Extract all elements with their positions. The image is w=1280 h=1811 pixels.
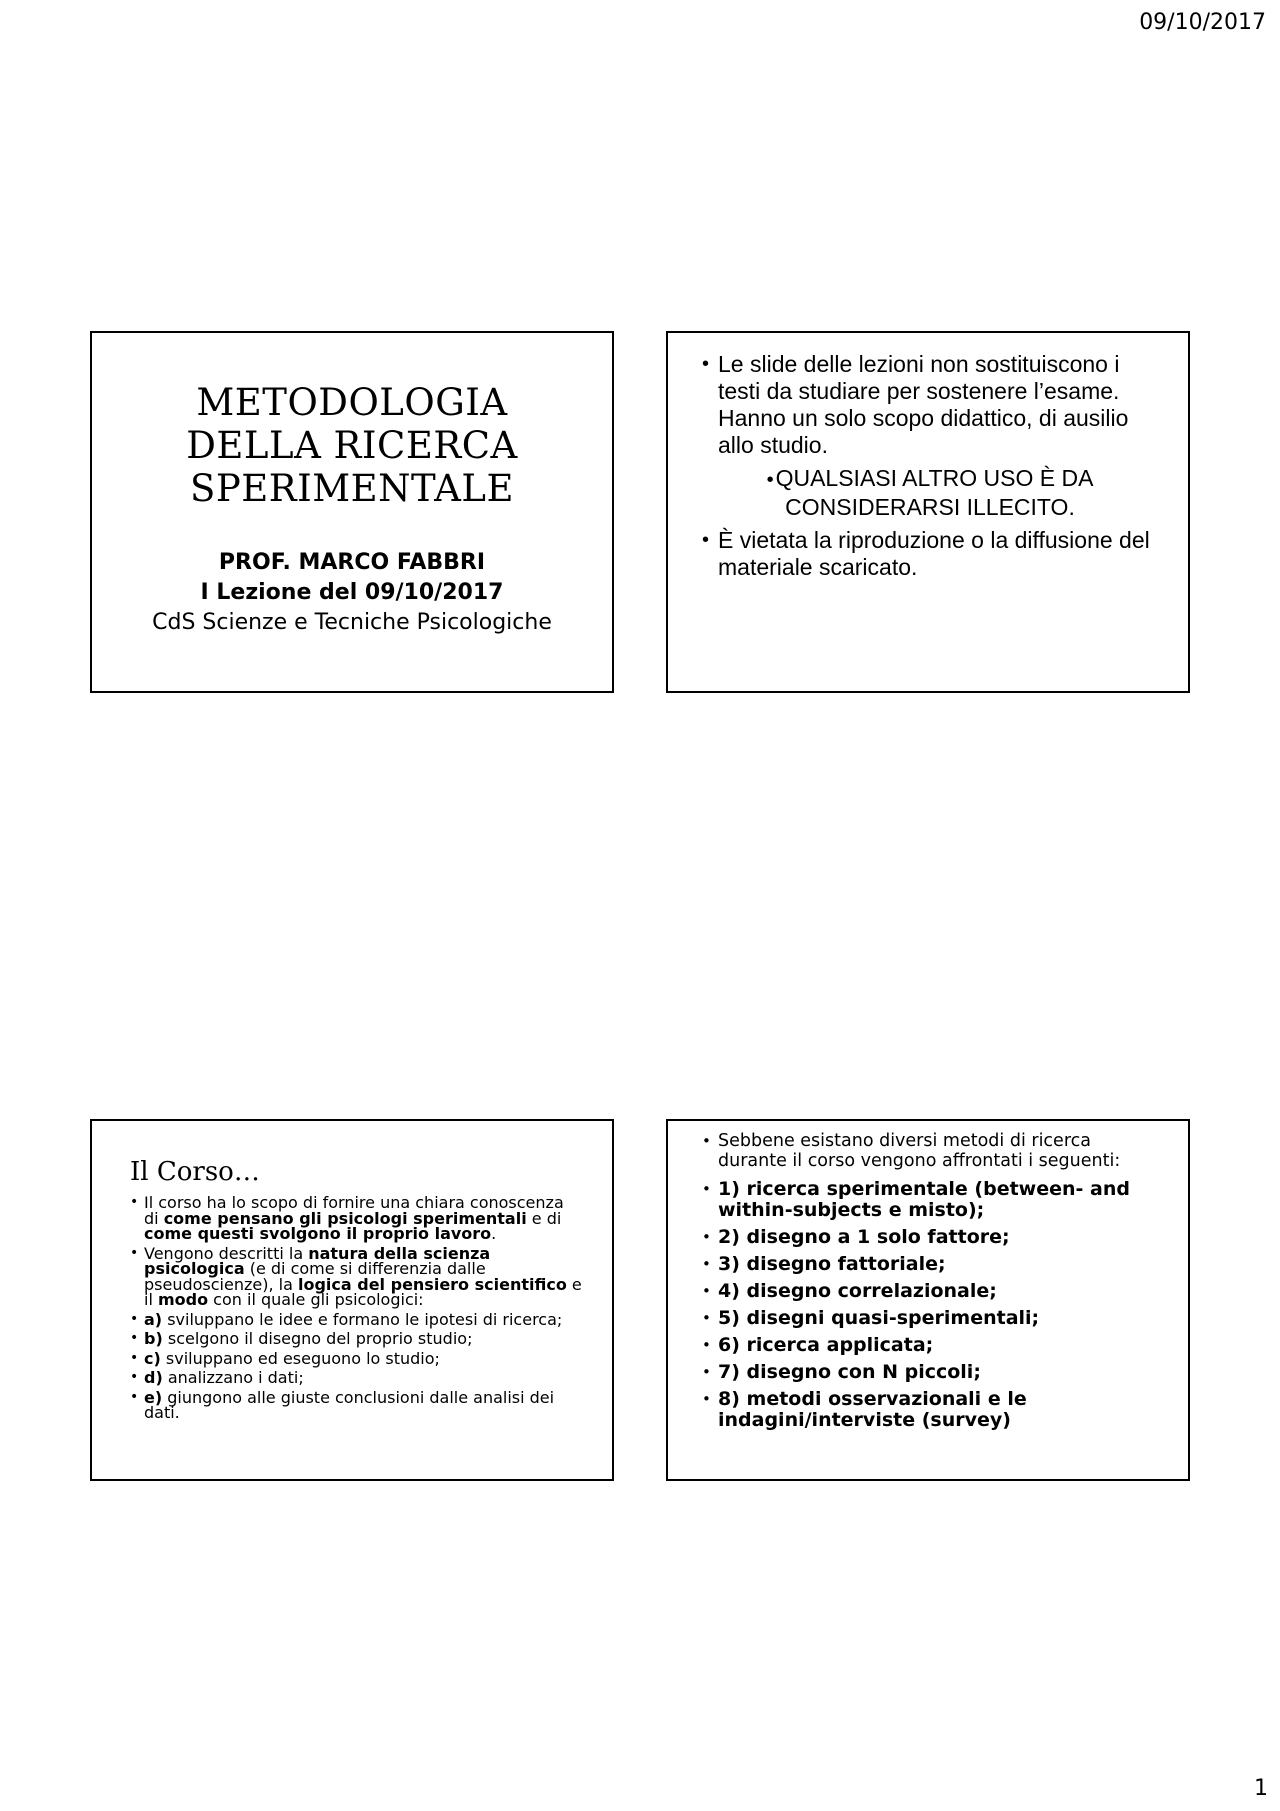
slide-course-title: Il Corso… bbox=[130, 1157, 260, 1187]
list-text: analizzano i dati; bbox=[162, 1368, 304, 1387]
disclaimer-item: • Le slide delle lezioni non sostituiscono i testi da studiare per sostenere l’esame. Hanno un solo scopo didattico, di ausilio allo studio. bbox=[702, 351, 1168, 459]
course-name: CdS Scienze e Tecniche Psicologiche bbox=[152, 610, 552, 635]
bold-span: logica del pensiero scientifico bbox=[297, 1274, 567, 1294]
list-letter: c) bbox=[144, 1348, 161, 1368]
slide-disclaimer bbox=[666, 331, 1190, 693]
title-line-2: DELLA RICERCA bbox=[186, 424, 518, 467]
course-list-item bbox=[130, 1331, 582, 1347]
method-item: • 1) ricerca sperimentale (between- and within-subjects e misto); bbox=[702, 1179, 1168, 1221]
title-line-1: METODOLOGIA bbox=[196, 381, 508, 424]
course-paragraph bbox=[130, 1195, 582, 1242]
method-item: • 8) metodi osservazionali e le indagini/interviste (survey) bbox=[702, 1389, 1168, 1431]
slide-methods bbox=[666, 1119, 1190, 1481]
method-item: • 7) disegno con N piccoli; bbox=[702, 1362, 1168, 1383]
slide-title bbox=[90, 331, 614, 693]
text-span: Il corso ha lo scopo di fornire una chiara conoscenza di bbox=[144, 1193, 564, 1228]
text-span: e il bbox=[144, 1274, 582, 1309]
methods-list bbox=[668, 1179, 1188, 1431]
list-text: scelgono il disegno del proprio studio; bbox=[162, 1329, 473, 1348]
text-span: . bbox=[491, 1224, 497, 1243]
list-letter: b) bbox=[144, 1329, 163, 1348]
text-span: e di bbox=[526, 1208, 562, 1228]
text-span: (e di come si differenzia dalle pseudoscienze), la bbox=[144, 1259, 486, 1294]
bullet-icon: • bbox=[766, 469, 774, 491]
course-list-item bbox=[130, 1370, 582, 1386]
slide-title-heading bbox=[92, 381, 612, 510]
list-letter: e) bbox=[144, 1387, 163, 1407]
text-span: con il quale gli psicologici: bbox=[208, 1290, 424, 1309]
method-item: • 4) disegno correlazionale; bbox=[702, 1281, 1168, 1302]
disclaimer-item: • È vietata la riproduzione o la diffusione del materiale scaricato. bbox=[702, 527, 1168, 581]
disclaimer-warning bbox=[702, 465, 1168, 521]
bold-span: natura della scienza psicologica bbox=[144, 1243, 491, 1278]
header-date: 09/10/2017 bbox=[1139, 10, 1266, 35]
list-letter: a) bbox=[144, 1309, 163, 1329]
method-item: • 5) disegni quasi-sperimentali; bbox=[702, 1308, 1168, 1329]
slide-title-info bbox=[92, 548, 612, 638]
text-span: Vengono descritti la bbox=[144, 1243, 309, 1263]
method-item: • 6) ricerca applicata; bbox=[702, 1335, 1168, 1356]
disclaimer-warning-text: QUALSIASI ALTRO USO È DA CONSIDERARSI ILLECITO. bbox=[775, 465, 1094, 520]
lesson-date: I Lezione del 09/10/2017 bbox=[200, 580, 504, 605]
bold-span: come questi svolgono il proprio lavoro bbox=[144, 1224, 492, 1243]
professor-name: PROF. MARCO FABBRI bbox=[218, 550, 486, 575]
slide-course bbox=[90, 1119, 614, 1481]
list-text: giungono alle giuste conclusioni dalle analisi dei dati. bbox=[144, 1387, 555, 1422]
course-list-item bbox=[130, 1309, 582, 1329]
course-list-item bbox=[130, 1387, 582, 1422]
methods-intro: • Sebbene esistano diversi metodi di ricerca durante il corso vengono affrontati i seguenti: bbox=[702, 1131, 1160, 1171]
course-list-item bbox=[130, 1348, 582, 1368]
bold-span: modo bbox=[157, 1290, 209, 1309]
course-paragraph bbox=[130, 1243, 582, 1309]
list-text: sviluppano le idee e formano le ipotesi di ricerca; bbox=[162, 1309, 563, 1329]
list-text: sviluppano ed eseguono lo studio; bbox=[160, 1348, 440, 1368]
title-line-3: SPERIMENTALE bbox=[190, 467, 514, 510]
page-number: 1 bbox=[1254, 1776, 1268, 1801]
method-item: • 3) disegno fattoriale; bbox=[702, 1254, 1168, 1275]
method-item: • 2) disegno a 1 solo fattore; bbox=[702, 1227, 1168, 1248]
bold-span: come pensano gli psicologi sperimentali bbox=[163, 1208, 527, 1228]
list-letter: d) bbox=[144, 1368, 163, 1387]
